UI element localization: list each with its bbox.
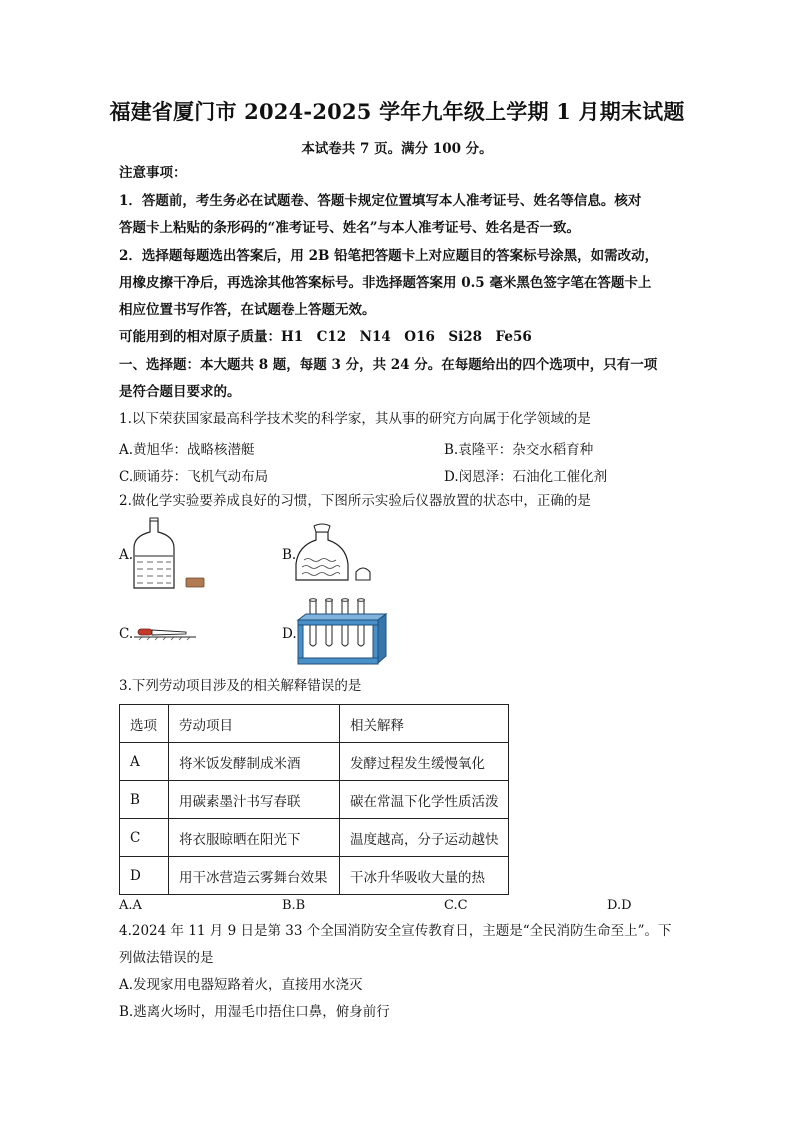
notes-item2-line1: 2．选择题每题选出答案后，用 2B 铅笔把答题卡上对应题目的答案标号涂黑，如需改动， [119,248,659,264]
table-row [120,743,509,781]
table-cell: A [120,743,169,781]
q4-option-b: B.逃离火场时，用湿毛巾捂住口鼻，俯身前行 [119,1004,390,1020]
table-cell: 碳在常温下化学性质活泼 [340,781,509,819]
table-cell: B [120,781,169,819]
q3-table [119,704,509,895]
q2-stem: 2.做化学实验要养成良好的习惯，下图所示实验后仪器放置的状态中，正确的是 [119,493,591,509]
atomic-masses: 可能用到的相对原子质量：H1 C12 N14 O16 Si28 Fe56 [119,329,532,345]
table-row [120,819,509,857]
q3-answer-c: C.C [444,898,468,913]
q3-answer-b: B.B [282,898,306,913]
q4-stem-line2: 列做法错误的是 [119,950,214,966]
section1-line1: 一、选择题：本大题共 8 题，每题 3 分，共 24 分。在每题给出的四个选项中，只有一项 [119,357,658,373]
q1-option-d: D.闵恩泽：石油化工催化剂 [444,469,608,485]
q1-stem: 1.以下荣获国家最高科学技术奖的科学家，其从事的研究方向属于化学领域的是 [119,411,591,427]
table-cell: 用碳素墨汁书写春联 [169,781,340,819]
alcohol-lamp-figure [290,524,380,586]
page-subtitle: 本试卷共 7 页。满分 100 分。 [301,141,493,157]
q3-answer-d: D.D [607,898,632,913]
table-cell: 将衣服晾晒在阳光下 [169,819,340,857]
table-header-cell: 相关解释 [340,705,509,743]
section1-line2: 是符合题目要求的。 [119,384,241,400]
page-title: 福建省厦门市 2024-2025 学年九年级上学期 1 月期末试题 [109,99,685,124]
q1-option-b: B.袁隆平：杂交水稻育种 [444,442,594,458]
table-cell: 干冰升华吸收大量的热 [340,857,509,895]
q4-option-a: A.发现家用电器短路着火，直接用水浇灭 [119,977,363,993]
notes-item1-line1: 1．答题前，考生务必在试题卷、答题卡规定位置填写本人准考证号、姓名等信息。核对 [119,193,642,209]
notes-heading: 注意事项： [119,165,187,181]
table-header-row [120,705,509,743]
q3-answer-a: A.A [119,898,142,913]
q4-stem-line1: 4.2024 年 11 月 9 日是第 33 个全国消防安全宣传教育日，主题是“全民消防生命至上”。下 [119,923,672,939]
table-cell: 发酵过程发生缓慢氧化 [340,743,509,781]
q2-label-d: D. [282,626,297,642]
table-row [120,857,509,895]
q2-label-b: B. [282,547,297,563]
table-header-cell: 劳动项目 [169,705,340,743]
table-cell: C [120,819,169,857]
dropper-figure [134,626,204,642]
table-cell: D [120,857,169,895]
test-tube-rack-figure [296,598,388,666]
table-cell: 用干冰营造云雾舞台效果 [169,857,340,895]
q2-label-c: C. [119,626,134,642]
notes-item2-line2: 用橡皮擦干净后，再选涂其他答案标号。非选择题答案用 0.5 毫米黑色签字笔在答题卡上 [119,275,652,291]
notes-item1-line2: 答题卡上粘贴的条形码的“准考证号、姓名”与本人准考证号、姓名是否一致。 [119,220,581,236]
reagent-bottle-figure [128,518,208,593]
q1-option-c: C.顾诵芬：飞机气动布局 [119,469,269,485]
table-row [120,781,509,819]
table-cell: 温度越高，分子运动越快 [340,819,509,857]
table-header-cell: 选项 [120,705,169,743]
q1-option-a: A.黄旭华：战略核潜艇 [119,442,255,458]
notes-item2-line3: 相应位置书写作答，在试题卷上答题无效。 [119,302,376,318]
q3-stem: 3.下列劳动项目涉及的相关解释错误的是 [119,678,362,694]
q2-label-a: A. [119,547,134,563]
table-cell: 将米饭发酵制成米酒 [169,743,340,781]
